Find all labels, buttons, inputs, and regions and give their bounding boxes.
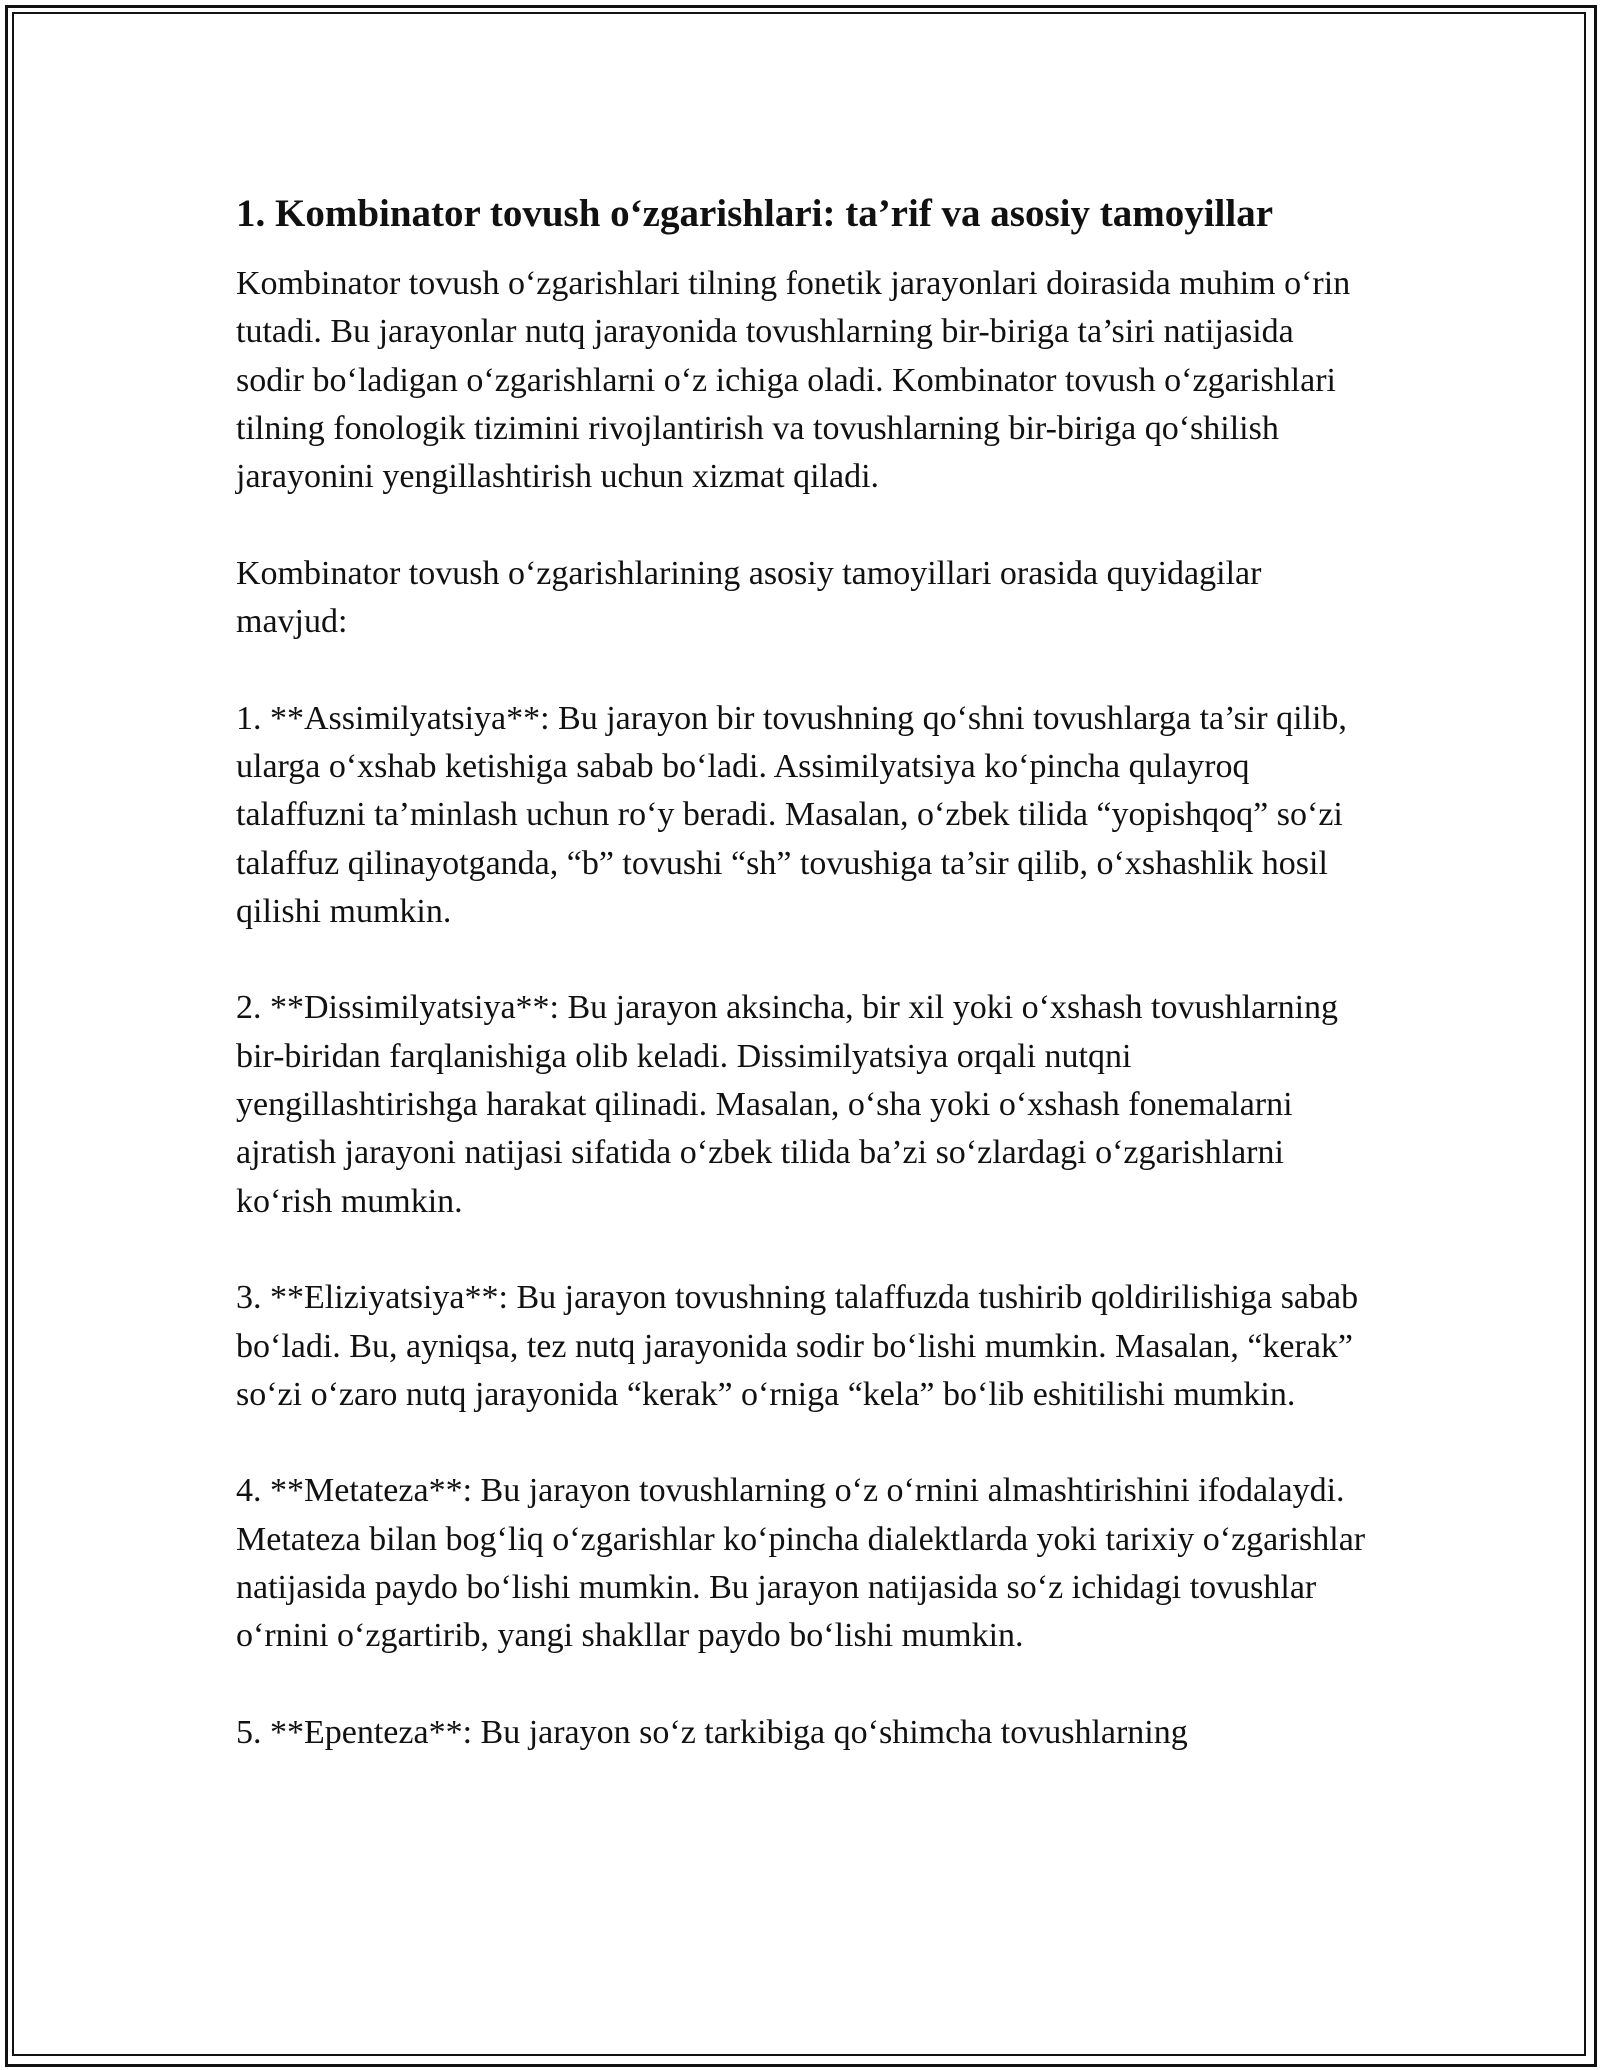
list-item-dissimilation: 2. **Dissimilyatsiya**: Bu jarayon aksincha, bir xil yoki o‘xshash tovushlarning bir-biridan farqlanishiga olib keladi. Dissimilyatsiya orqali nutqni yengillashtirishga harakat qilinadi. Masalan, o‘sha yoki o‘xshash fonemalarni ajratish jarayoni natijasi sifatida o‘zbek tilida ba’zi so‘zlardagi o‘zgarishlarni ko‘rish mumkin. [236, 989, 1339, 1220]
paragraph-intro: Kombinator tovush o‘zgarishlari tilning fonetik jarayonlari doirasida muhim o‘rin tutadi. Bu jarayonlar nutq jarayonida tovushlarning bir-biriga ta’siri natijasida sodir bo‘ladigan o‘zgarishlarni o‘z ichiga oladi. Kombinator tovush o‘zgarishlari tilning fonologik tizimini rivojlantirish va tovushlarning bir-biriga qo‘shilish jarayonini yengillashtirish uchun xizmat qiladi. [236, 265, 1351, 496]
section-heading: 1. Kombinator tovush o‘zgarishlari: ta’rif va asosiy tamoyillar [236, 192, 1274, 235]
list-item-metathesis: 4. **Metateza**: Bu jarayon tovushlarning o‘z o‘rnini almashtirishini ifodalaydi. Metateza bilan bog‘liq o‘zgarishlar ko‘pincha dialektlarda yoki tarixiy o‘zgarishlar natijasida paydo bo‘lishi mumkin. Bu jarayon natijasida so‘z ichidagi tovushlar o‘rnini o‘zgartirib, yangi shakllar paydo bo‘lishi mumkin. [236, 1472, 1366, 1655]
document-body [236, 188, 1368, 1806]
list-item-assimilation: 1. **Assimilyatsiya**: Bu jarayon bir tovushning qo‘shni tovushlarga ta’sir qilib, ularga o‘xshab ketishiga sabab bo‘ladi. Assimilyatsiya ko‘pincha qulayroq talaffuzni ta’minlash uchun ro‘y beradi. Masalan, o‘zbek tilida “yopishqoq” so‘zi talaffuz qilinayotganda, “b” tovushi “sh” tovushiga ta’sir qilib, o‘xshashlik hosil qilishi mumkin. [236, 699, 1347, 930]
list-item-elision: 3. **Eliziyatsiya**: Bu jarayon tovushning talaffuzda tushirib qoldirilishiga sabab bo‘ladi. Bu, ayniqsa, tez nutq jarayonida sodir bo‘lishi mumkin. Masalan, “kerak” so‘zi o‘zaro nutq jarayonida “kerak” o‘rniga “kela” bo‘lib eshitilishi mumkin. [236, 1279, 1359, 1413]
paragraph-principles-lead: Kombinator tovush o‘zgarishlarining asosiy tamoyillari orasida quyidagilar mavjud: [236, 554, 1262, 641]
list-item-epenthesis: 5. **Epenteza**: Bu jarayon so‘z tarkibiga qo‘shimcha tovushlarning [236, 1713, 1188, 1751]
